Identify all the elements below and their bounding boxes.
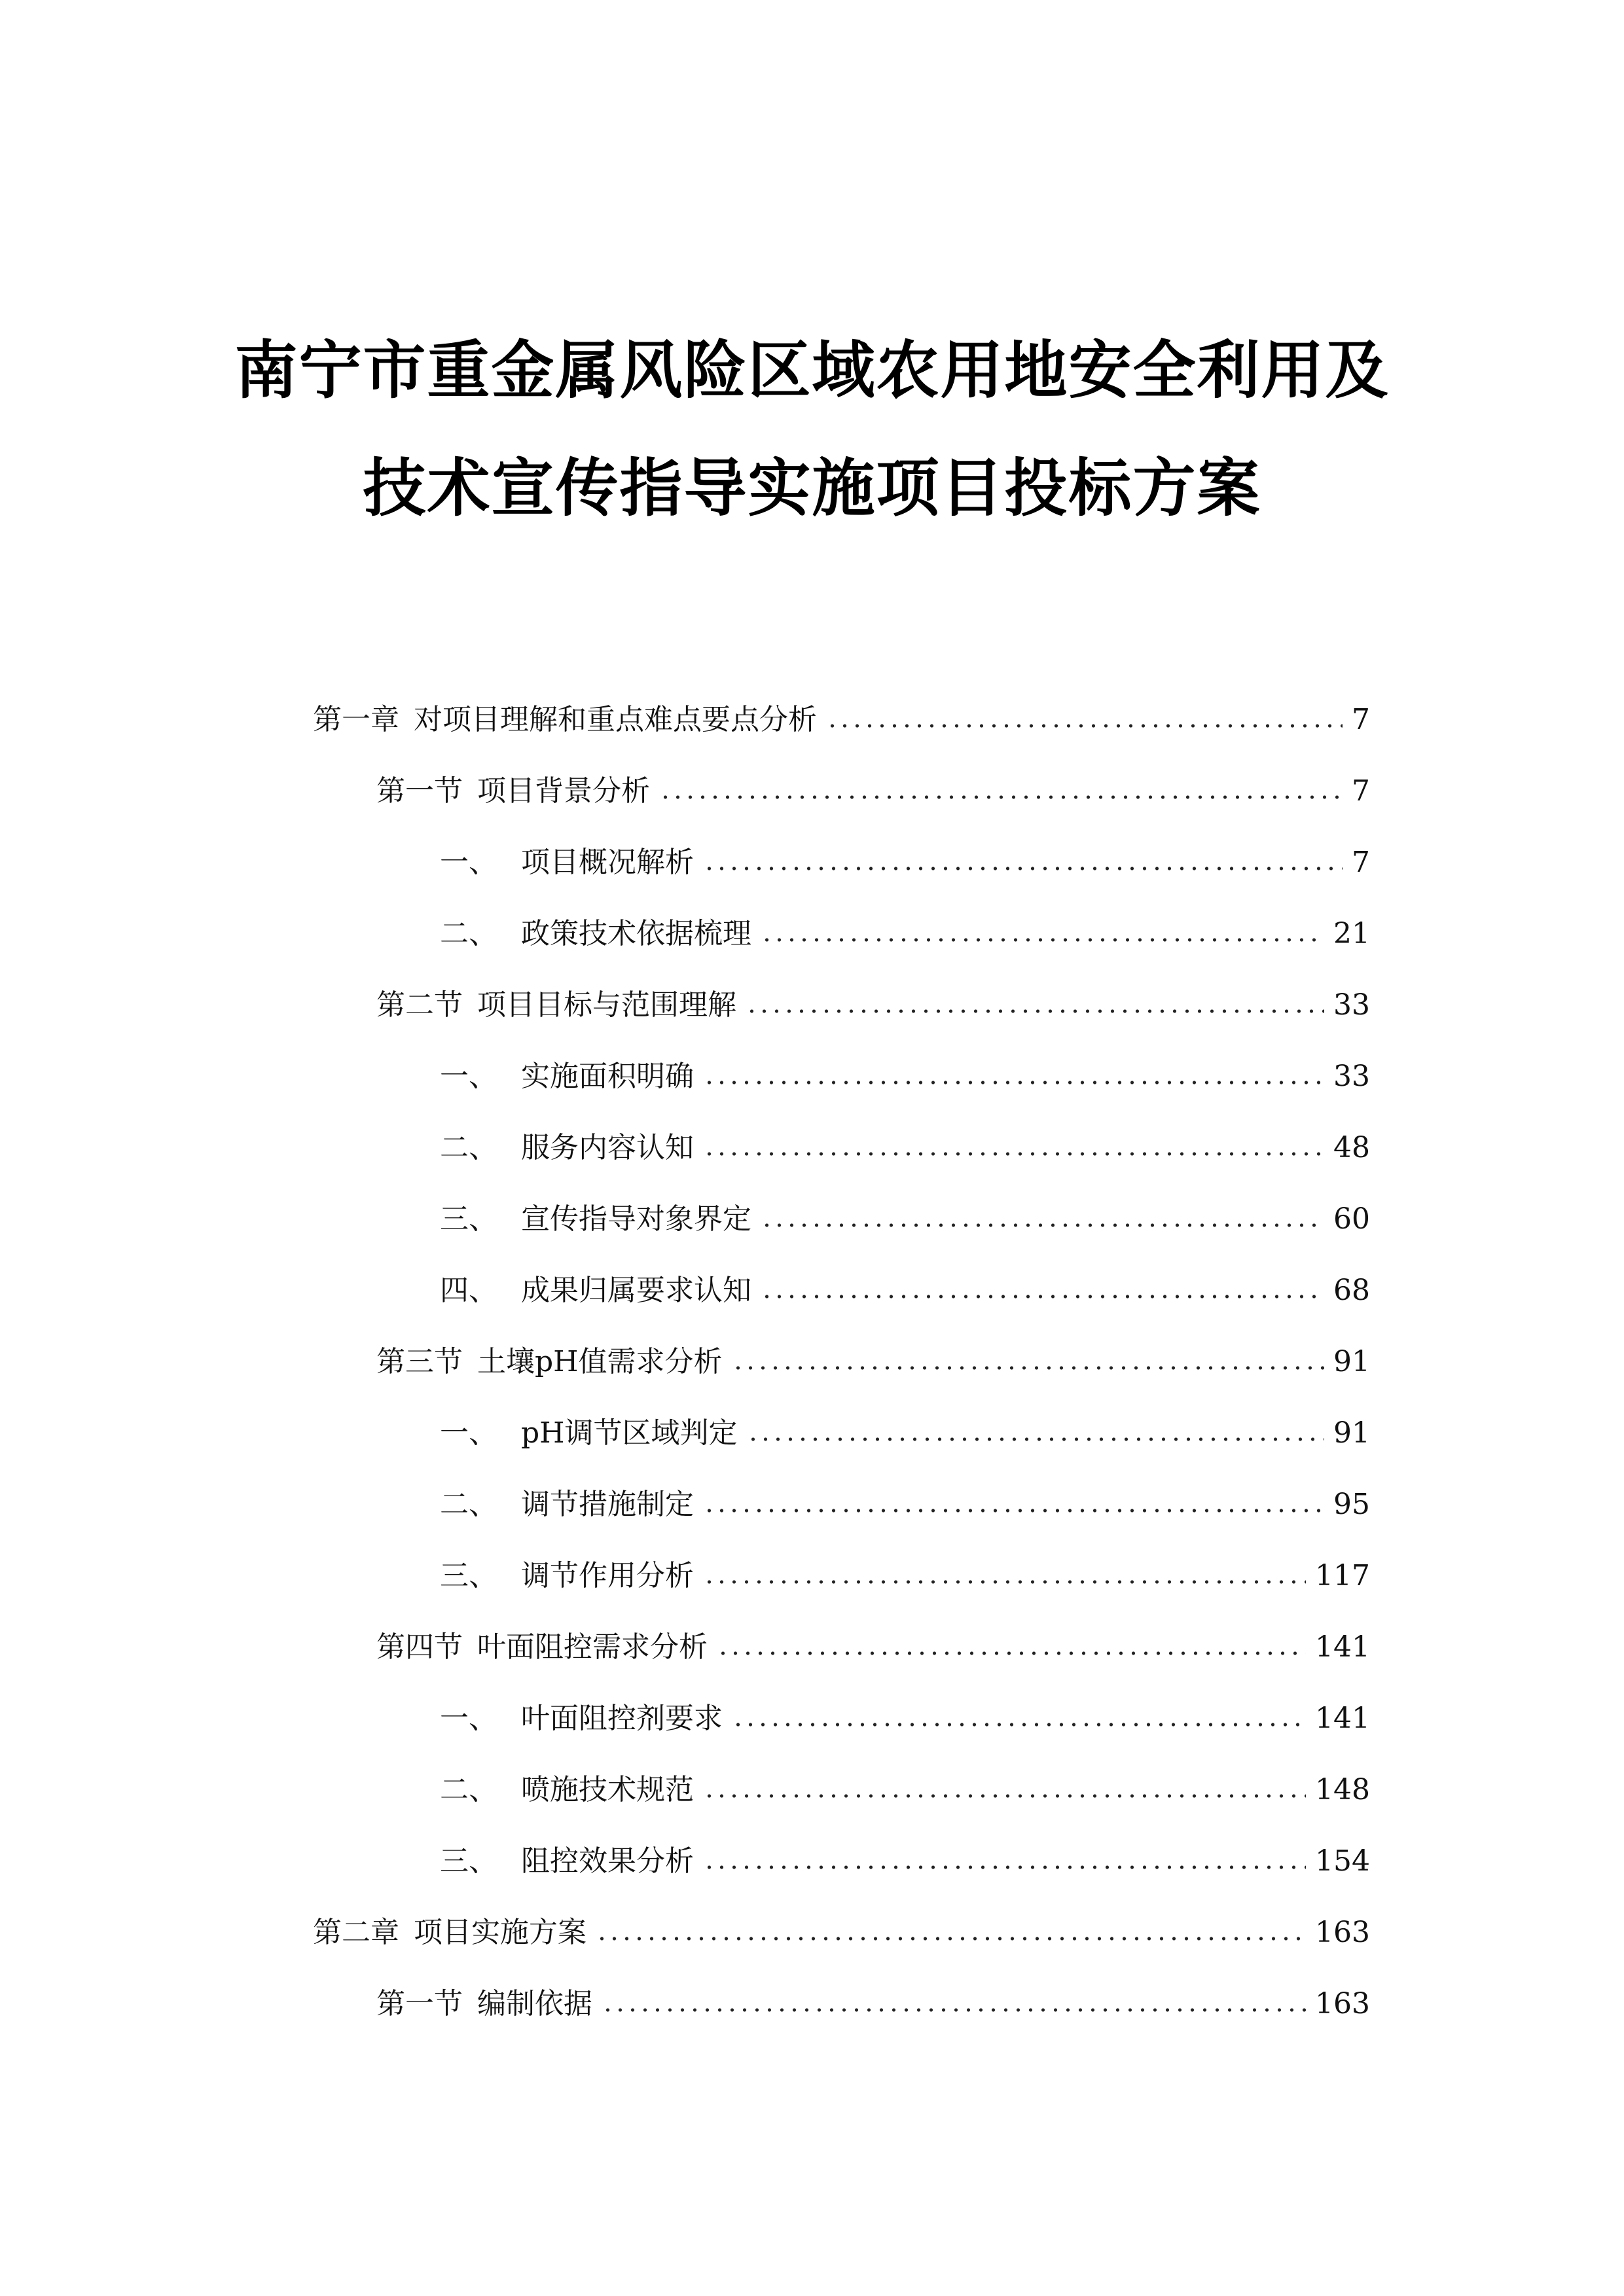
toc-entry-title: 项目目标与范围理解 bbox=[477, 988, 736, 1022]
toc-dot-leader bbox=[826, 723, 1343, 728]
toc-entry[interactable] bbox=[376, 766, 1370, 806]
toc-entry-number: 四、 bbox=[440, 1274, 497, 1307]
toc-dot-leader bbox=[747, 1437, 1324, 1442]
toc-entry-page-number: 148 bbox=[1315, 1773, 1370, 1806]
toc-entry[interactable] bbox=[440, 1123, 1370, 1162]
toc-dot-leader bbox=[703, 1865, 1306, 1870]
toc-entry[interactable] bbox=[440, 1408, 1370, 1448]
toc-entry-title: 项目概况解析 bbox=[521, 846, 694, 879]
document-title-line-1: 南宁市重金属风险区域农用地安全利用及 bbox=[234, 334, 1390, 407]
toc-entry-label bbox=[440, 1062, 694, 1091]
toc-entry-title: 喷施技术规范 bbox=[521, 1773, 694, 1806]
toc-dot-leader bbox=[703, 1793, 1306, 1799]
toc-entry-number: 一、 bbox=[440, 846, 497, 879]
toc-entry-label bbox=[440, 1704, 723, 1733]
toc-entry-label bbox=[376, 988, 736, 1022]
toc-entry-title: 土壤pH值需求分析 bbox=[477, 1345, 723, 1378]
toc-entry-label bbox=[440, 1202, 751, 1236]
toc-entry[interactable] bbox=[376, 980, 1370, 1020]
toc-dot-leader bbox=[703, 1579, 1306, 1585]
toc-entry-number: 三、 bbox=[440, 1202, 497, 1236]
toc-entry-number: 第一章 bbox=[313, 703, 399, 736]
toc-entry-label bbox=[440, 1844, 694, 1878]
toc-entry-title: 成果归属要求认知 bbox=[521, 1274, 751, 1307]
toc-entry-page-number: 7 bbox=[1352, 774, 1370, 808]
toc-dot-leader bbox=[761, 937, 1324, 942]
toc-entry-page-number: 91 bbox=[1333, 1345, 1370, 1378]
toc-entry-title: 编制依据 bbox=[477, 1987, 592, 2020]
toc-entry-title: 项目实施方案 bbox=[414, 1916, 586, 1949]
toc-entry-page-number: 163 bbox=[1315, 1987, 1370, 2020]
toc-entry-page-number: 91 bbox=[1333, 1416, 1370, 1450]
toc-dot-leader bbox=[761, 1294, 1324, 1299]
toc-entry-page-number: 95 bbox=[1333, 1488, 1370, 1521]
toc-entry-number: 二、 bbox=[440, 917, 497, 950]
toc-dot-leader bbox=[732, 1365, 1324, 1371]
toc-entry-label bbox=[313, 1918, 586, 1947]
toc-entry-number: 二、 bbox=[440, 1488, 497, 1521]
toc-entry-page-number: 33 bbox=[1333, 1060, 1370, 1093]
toc-entry-page-number: 141 bbox=[1315, 1702, 1370, 1735]
toc-entry[interactable] bbox=[440, 838, 1370, 877]
toc-dot-leader bbox=[659, 795, 1343, 800]
toc-entry-label bbox=[440, 917, 751, 950]
toc-entry-number: 一、 bbox=[440, 1416, 497, 1450]
toc-entry-label bbox=[376, 1987, 592, 2020]
toc-dot-leader bbox=[703, 1080, 1324, 1085]
toc-entry-label bbox=[440, 1559, 694, 1592]
toc-dot-leader bbox=[703, 1151, 1324, 1157]
toc-dot-leader bbox=[732, 1722, 1306, 1727]
toc-entry-number: 一、 bbox=[440, 1060, 497, 1093]
toc-entry-label bbox=[376, 1345, 723, 1378]
toc-entry-page-number: 33 bbox=[1333, 988, 1370, 1022]
toc-entry-title: 叶面阻控需求分析 bbox=[477, 1630, 708, 1664]
toc-entry[interactable] bbox=[313, 1908, 1370, 1947]
toc-dot-leader bbox=[703, 866, 1343, 871]
toc-entry-number: 一、 bbox=[440, 1702, 497, 1735]
toc-entry-title: 阻控效果分析 bbox=[521, 1844, 694, 1878]
toc-entry-label bbox=[376, 1630, 708, 1664]
toc-entry[interactable] bbox=[440, 1694, 1370, 1733]
toc-entry-label bbox=[313, 703, 817, 736]
toc-entry[interactable] bbox=[440, 909, 1370, 948]
toc-entry-number: 三、 bbox=[440, 1844, 497, 1878]
toc-dot-leader bbox=[703, 1508, 1324, 1513]
toc-entry-number: 第二节 bbox=[376, 988, 463, 1022]
toc-entry-title: 项目背景分析 bbox=[477, 774, 650, 808]
toc-entry-page-number: 7 bbox=[1352, 703, 1370, 736]
toc-entry-label bbox=[440, 1131, 694, 1164]
toc-entry-number: 二、 bbox=[440, 1773, 497, 1806]
toc-entry-title: 对项目理解和重点难点要点分析 bbox=[414, 703, 817, 736]
toc-entry-title: 政策技术依据梳理 bbox=[521, 917, 751, 950]
toc-entry-page-number: 7 bbox=[1352, 846, 1370, 879]
toc-entry-page-number: 68 bbox=[1333, 1274, 1370, 1307]
toc-entry-title: 服务内容认知 bbox=[521, 1131, 694, 1164]
toc-entry[interactable] bbox=[376, 1337, 1370, 1376]
toc-entry-label bbox=[440, 1773, 694, 1806]
toc-entry-page-number: 60 bbox=[1333, 1202, 1370, 1236]
toc-dot-leader bbox=[596, 1936, 1306, 1941]
toc-entry-number: 第一节 bbox=[376, 774, 463, 808]
toc-entry[interactable] bbox=[376, 1979, 1370, 2018]
toc-entry-title: 叶面阻控剂要求 bbox=[521, 1702, 723, 1735]
toc-entry-title: 调节措施制定 bbox=[521, 1488, 694, 1521]
toc-entry-label bbox=[440, 1490, 694, 1519]
toc-entry-page-number: 141 bbox=[1315, 1630, 1370, 1664]
toc-entry-label bbox=[440, 848, 694, 877]
toc-entry-title: pH调节区域判定 bbox=[521, 1416, 738, 1450]
toc-entry-number: 第三节 bbox=[376, 1345, 463, 1378]
toc-entry-number: 第一节 bbox=[376, 1987, 463, 2020]
toc-entry[interactable] bbox=[440, 1480, 1370, 1519]
toc-entry-page-number: 117 bbox=[1315, 1559, 1370, 1592]
document-title-line-2: 技术宣传指导实施项目投标方案 bbox=[363, 452, 1261, 525]
toc-entry[interactable] bbox=[376, 1623, 1370, 1662]
toc-entry[interactable] bbox=[440, 1765, 1370, 1804]
toc-entry-page-number: 48 bbox=[1333, 1131, 1370, 1164]
toc-entry[interactable] bbox=[440, 1266, 1370, 1305]
toc-entry[interactable] bbox=[440, 1194, 1370, 1234]
toc-entry-number: 二、 bbox=[440, 1131, 497, 1164]
toc-entry-number: 第二章 bbox=[313, 1916, 399, 1949]
toc-entry-title: 宣传指导对象界定 bbox=[521, 1202, 751, 1236]
toc-entry-label bbox=[440, 1276, 751, 1305]
toc-entry[interactable] bbox=[440, 1052, 1370, 1091]
toc-entry[interactable] bbox=[313, 695, 1370, 734]
toc-dot-leader bbox=[717, 1651, 1306, 1656]
toc-entry-title: 实施面积明确 bbox=[521, 1060, 694, 1093]
toc-entry-title: 调节作用分析 bbox=[521, 1559, 694, 1592]
toc-entry-page-number: 154 bbox=[1315, 1844, 1370, 1878]
toc-entry-number: 第四节 bbox=[376, 1630, 463, 1664]
toc-entry-label bbox=[440, 1416, 738, 1450]
toc-entry-page-number: 163 bbox=[1315, 1916, 1370, 1949]
toc-entry-page-number: 21 bbox=[1333, 917, 1370, 950]
toc-entry[interactable] bbox=[440, 1837, 1370, 1876]
toc-dot-leader bbox=[602, 2007, 1306, 2013]
toc-dot-leader bbox=[746, 1009, 1324, 1014]
toc-dot-leader bbox=[761, 1223, 1324, 1228]
toc-entry-number: 三、 bbox=[440, 1559, 497, 1592]
toc-entry[interactable] bbox=[440, 1551, 1370, 1590]
toc-entry-label bbox=[376, 774, 650, 808]
